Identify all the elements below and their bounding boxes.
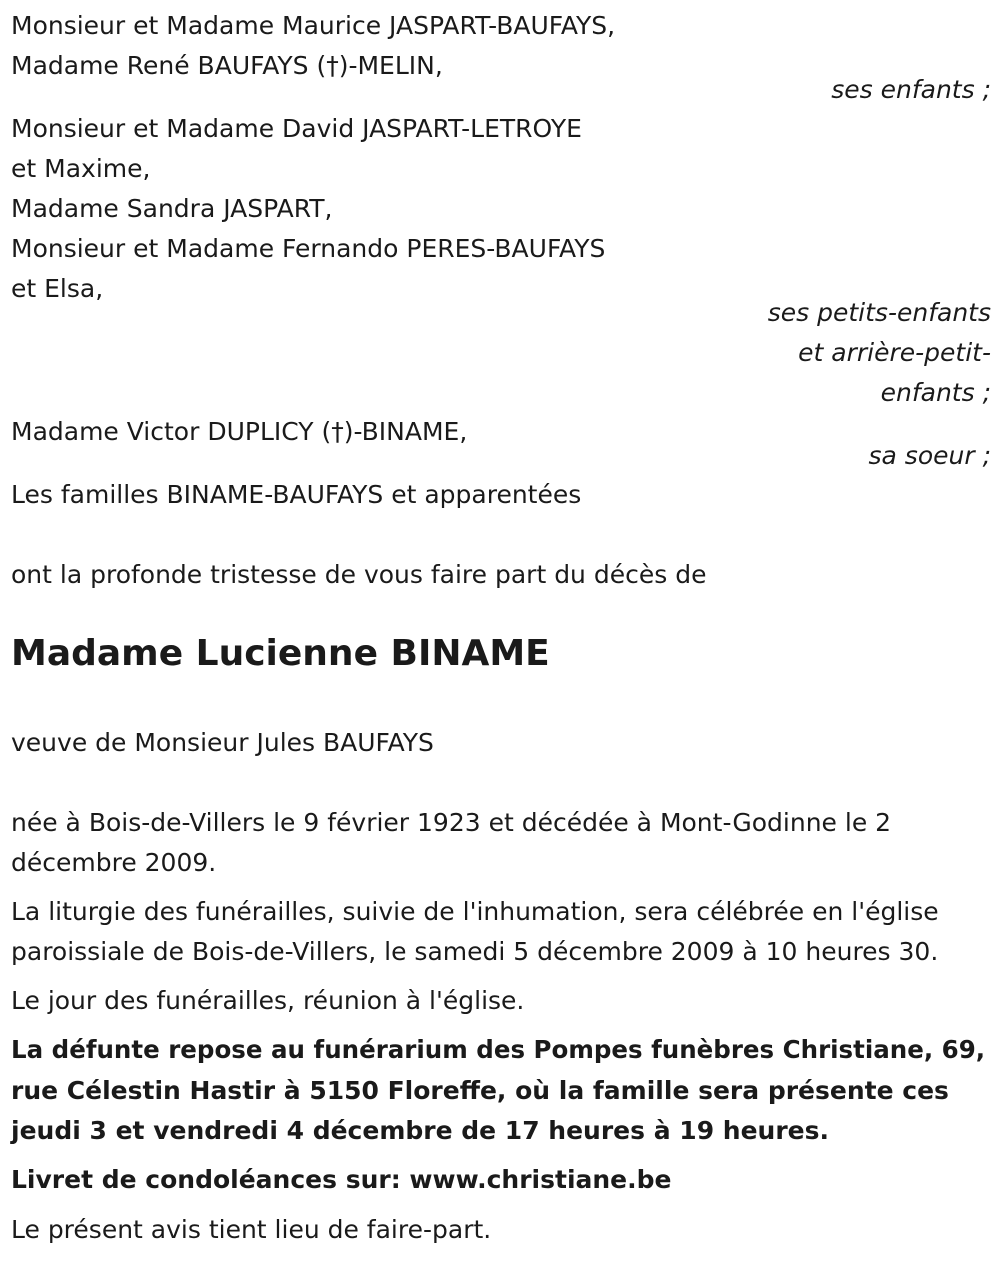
grandchild-line-2: et Maxime, [11, 154, 151, 183]
liturgy-line-1: La liturgie des funérailles, suivie de l'inhumation, sera célébrée en l'église [11, 897, 939, 926]
repose-line-3: jeudi 3 et vendredi 4 décembre de 17 heures à 19 heures. [11, 1116, 830, 1145]
grandchild-line-5: et Elsa, [11, 274, 104, 303]
meeting-line: Le jour des funérailles, réunion à l'église. [11, 986, 525, 1015]
repose-line-1: La défunte repose au funérarium des Pompes funèbres Christiane, 69, [11, 1035, 986, 1064]
grandchild-line-4: Monsieur et Madame Fernando PERES-BAUFAYS [11, 234, 606, 263]
deceased-name: Madame Lucienne BINAME [11, 633, 550, 674]
sister-label: sa soeur ; [868, 441, 991, 470]
notice-line: Le présent avis tient lieu de faire-part. [11, 1215, 492, 1244]
condolences-line: Livret de condoléances sur: www.christiane.be [11, 1165, 672, 1194]
grandchild-line-3: Madame Sandra JASPART, [11, 194, 333, 223]
grandchild-line-1: Monsieur et Madame David JASPART-LETROYE [11, 114, 582, 143]
announcement-line: ont la profonde tristesse de vous faire part du décès de [11, 560, 707, 589]
child-line-2: Madame René BAUFAYS (†)-MELIN, [11, 51, 443, 80]
liturgy-line-2: paroissiale de Bois-de-Villers, le samedi 5 décembre 2009 à 10 heures 30. [11, 937, 939, 966]
grandchildren-label-1: ses petits-enfants [767, 298, 991, 327]
widow-of-line: veuve de Monsieur Jules BAUFAYS [11, 728, 434, 757]
sister-line: Madame Victor DUPLICY (†)-BINAME, [11, 417, 468, 446]
repose-line-2: rue Célestin Hastir à 5150 Floreffe, où la famille sera présente ces [11, 1076, 949, 1105]
grandchildren-label-2: et arrière-petit- [798, 338, 991, 367]
child-line-1: Monsieur et Madame Maurice JASPART-BAUFAYS, [11, 11, 616, 40]
birth-death-line-2: décembre 2009. [11, 848, 217, 877]
families-line: Les familles BINAME-BAUFAYS et apparentées [11, 480, 582, 509]
birth-death-line-1: née à Bois-de-Villers le 9 février 1923 et décédée à Mont-Godinne le 2 [11, 808, 892, 837]
grandchildren-label-3: enfants ; [880, 378, 991, 407]
children-label: ses enfants ; [831, 75, 991, 104]
